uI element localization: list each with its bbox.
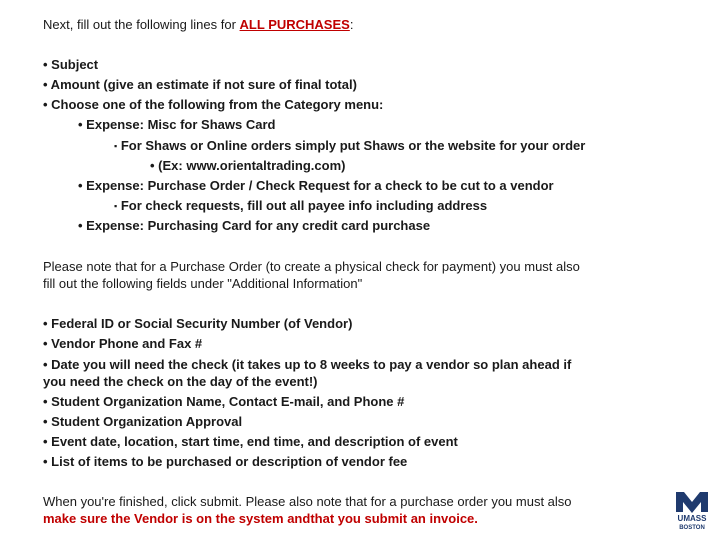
po-field-items-list: • List of items to be purchased or description of vendor fee bbox=[43, 454, 408, 469]
square-bullet-icon: ▪ bbox=[114, 141, 118, 151]
po-note-line-1: Please note that for a Purchase Order (to create a physical check for payment) you must also bbox=[43, 259, 580, 274]
po-field-check-date-cont: you need the check on the day of the event!) bbox=[43, 374, 318, 389]
intro-emphasis: ALL PURCHASES bbox=[239, 17, 350, 32]
po-field-check-date: • Date you will need the check (it takes up to 8 weeks to pay a vendor so plan ahead if bbox=[43, 357, 572, 372]
purchase-order-note-text: For check requests, fill out all payee info including address bbox=[120, 198, 488, 213]
umass-boston-logo bbox=[672, 488, 712, 532]
category-option-misc: • Expense: Misc for Shaws Card bbox=[78, 117, 276, 132]
po-field-org-approval: • Student Organization Approval bbox=[43, 414, 243, 429]
category-option-misc-note bbox=[114, 138, 585, 154]
po-field-federal-id: • Federal ID or Social Security Number (of Vendor) bbox=[43, 316, 353, 331]
field-subject: • Subject bbox=[43, 57, 99, 72]
intro-line bbox=[43, 17, 353, 33]
po-note-line-2: fill out the following fields under "Additional Information" bbox=[43, 276, 363, 291]
category-option-purchase-order: • Expense: Purchase Order / Check Request for a check to be cut to a vendor bbox=[78, 178, 554, 193]
po-field-org-contact: • Student Organization Name, Contact E-mail, and Phone # bbox=[43, 394, 405, 409]
po-field-vendor-phone: • Vendor Phone and Fax # bbox=[43, 336, 203, 351]
square-bullet-icon: ▪ bbox=[114, 201, 118, 211]
logo-wordmark-umass: UMASS bbox=[677, 514, 707, 523]
logo-mark-icon bbox=[676, 492, 708, 513]
misc-note-text: For Shaws or Online orders simply put Shaws or the website for your order bbox=[120, 138, 586, 153]
closing-line-2: make sure the Vendor is on the system andthat you submit an invoice. bbox=[43, 511, 478, 526]
closing-line-1: When you're finished, click submit. Please also note that for a purchase order you must also bbox=[43, 494, 572, 509]
category-option-purchasing-card: • Expense: Purchasing Card for any credit card purchase bbox=[78, 218, 431, 233]
intro-prefix: Next, fill out the following lines for bbox=[43, 17, 240, 32]
category-option-misc-example: • (Ex: www.orientaltrading.com) bbox=[150, 158, 346, 173]
category-option-purchase-order-note bbox=[114, 198, 487, 214]
field-amount: • Amount (give an estimate if not sure of final total) bbox=[43, 77, 357, 92]
logo-wordmark-boston: BOSTON bbox=[679, 525, 705, 531]
po-field-event-details: • Event date, location, start time, end time, and description of event bbox=[43, 434, 458, 449]
intro-suffix: : bbox=[349, 17, 354, 32]
field-category: • Choose one of the following from the Category menu: bbox=[43, 97, 384, 112]
